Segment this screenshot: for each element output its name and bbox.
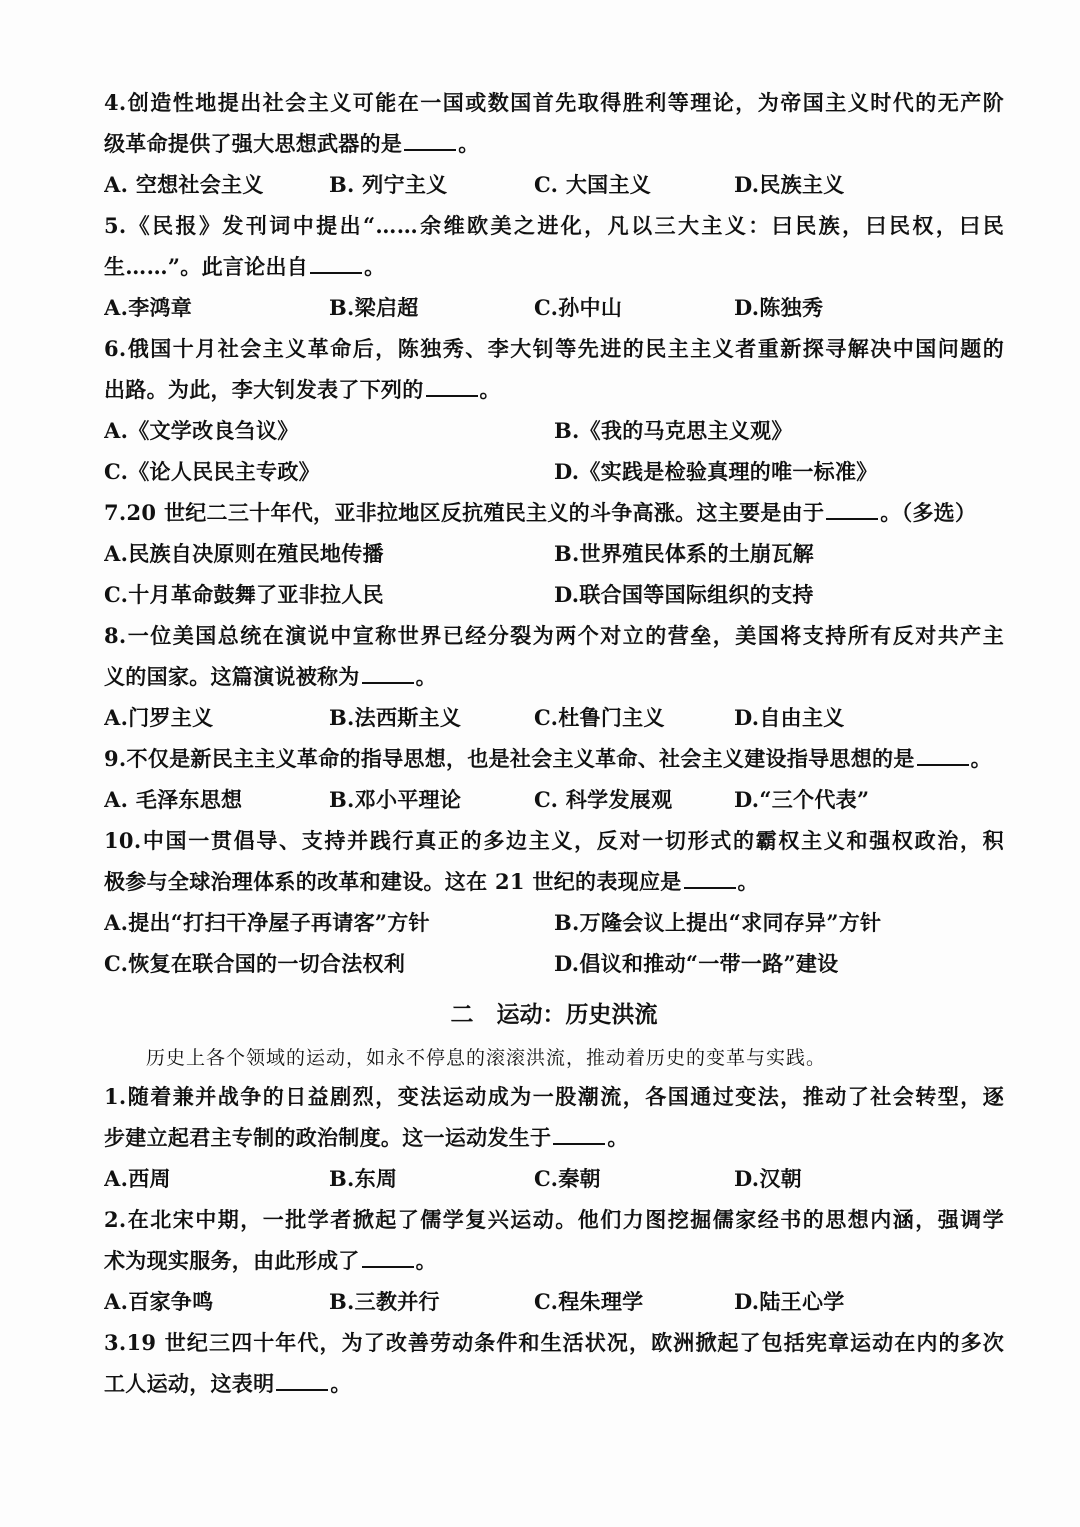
answer-blank[interactable]	[684, 865, 736, 889]
question-text-line	[104, 492, 1004, 533]
option-choice[interactable]: A.门罗主义	[104, 705, 214, 730]
option-choice[interactable]: A. 毛泽东思想	[104, 787, 243, 812]
question-text-line	[104, 615, 1004, 656]
option-choice[interactable]: C.秦朝	[534, 1166, 601, 1191]
option-choice[interactable]: A.提出“打扫干净屋子再请客”方针	[104, 910, 430, 935]
question-text: 1.随着兼并战争的日益剧烈，变法运动成为一股潮流，各国通过变法，推动了社会转型，逐	[104, 1084, 1004, 1109]
option-choice[interactable]: C.程朱理学	[534, 1289, 644, 1314]
options-row	[104, 943, 1004, 984]
question-block	[104, 738, 1004, 820]
question-text-line	[104, 1076, 1004, 1117]
options-row	[104, 902, 1004, 943]
question-text: 级革命提供了强大思想武器的是	[104, 131, 403, 156]
question-text: 10.中国一贯倡导、支持并践行真正的多边主义，反对一切形式的霸权主义和强权政治，积	[104, 828, 1004, 853]
section-two-title: 二 运动：历史洪流	[450, 1001, 658, 1028]
question-block	[104, 82, 1004, 205]
options-row	[104, 287, 1004, 328]
answer-blank[interactable]	[826, 496, 878, 520]
option-choice[interactable]: D.民族主义	[734, 172, 845, 197]
answer-blank[interactable]	[404, 127, 456, 151]
question-text-line	[104, 82, 1004, 123]
option-choice[interactable]: D.陈独秀	[734, 295, 824, 320]
option-choice[interactable]: D.《实践是检验真理的唯一标准》	[554, 459, 878, 484]
options-row	[104, 574, 1004, 615]
question-text: 4.创造性地提出社会主义可能在一国或数国首先取得胜利等理论，为帝国主义时代的无产阶	[104, 90, 1004, 115]
question-text-line	[104, 328, 1004, 369]
question-text: 极参与全球治理体系的改革和建设。这在 21 世纪的表现应是	[104, 869, 682, 894]
option-choice[interactable]: D.倡议和推动“一带一路”建设	[554, 951, 839, 976]
option-choice[interactable]: D.汉朝	[734, 1166, 802, 1191]
question-text: 3.19 世纪三四十年代，为了改善劳动条件和生活状况，欧洲掀起了包括宪章运动在内的多次	[104, 1330, 1004, 1355]
question-text-line	[104, 1363, 1004, 1404]
question-text-line	[104, 205, 1004, 246]
options-row	[104, 779, 1004, 820]
question-text: 9.不仅是新民主主义革命的指导思想，也是社会主义革命、社会主义建设指导思想的是	[104, 746, 915, 771]
option-choice[interactable]: D.陆王心学	[734, 1289, 845, 1314]
option-choice[interactable]: A.百家争鸣	[104, 1289, 214, 1314]
options-row	[104, 697, 1004, 738]
options-row	[104, 164, 1004, 205]
answer-blank[interactable]	[426, 373, 478, 397]
option-choice[interactable]: D.联合国等国际组织的支持	[554, 582, 814, 607]
question-block	[104, 615, 1004, 738]
question-block	[104, 1076, 1004, 1199]
answer-blank[interactable]	[362, 1244, 414, 1268]
option-choice[interactable]: B.世界殖民体系的土崩瓦解	[554, 541, 814, 566]
options-row	[104, 1158, 1004, 1199]
question-suffix: 。	[364, 254, 386, 279]
options-row	[104, 1281, 1004, 1322]
question-text: 5.《民报》发刊词中提出“……余维欧美之进化，凡以三大主义：曰民族，曰民权，曰民	[104, 213, 1004, 238]
question-text-line	[104, 861, 1004, 902]
option-choice[interactable]: B.《我的马克思主义观》	[554, 418, 793, 443]
option-choice[interactable]: C.孙中山	[534, 295, 623, 320]
question-suffix: 。	[330, 1371, 352, 1396]
answer-blank[interactable]	[362, 660, 414, 684]
question-suffix: 。（多选）	[880, 500, 977, 525]
question-text: 2.在北宋中期，一批学者掀起了儒学复兴运动。他们力图挖掘儒家经书的思想内涵，强调学	[104, 1207, 1004, 1232]
option-choice[interactable]: B.三教并行	[329, 1289, 440, 1314]
question-suffix: 。	[479, 377, 501, 402]
question-text: 术为现实服务，由此形成了	[104, 1248, 360, 1273]
section-one-questions	[104, 82, 1004, 984]
question-block	[104, 1199, 1004, 1322]
options-row	[104, 451, 1004, 492]
answer-blank[interactable]	[310, 250, 362, 274]
question-text-line	[104, 820, 1004, 861]
question-text-line	[104, 1240, 1004, 1281]
answer-blank[interactable]	[917, 742, 969, 766]
option-choice[interactable]: B.邓小平理论	[329, 787, 462, 812]
option-choice[interactable]: B.万隆会议上提出“求同存异”方针	[554, 910, 882, 935]
option-choice[interactable]: B.东周	[329, 1166, 398, 1191]
question-block	[104, 820, 1004, 984]
option-choice[interactable]: D.“三个代表”	[734, 787, 870, 812]
option-choice[interactable]: B. 列宁主义	[329, 172, 448, 197]
question-suffix: 。	[607, 1125, 629, 1150]
question-text: 8.一位美国总统在演说中宣称世界已经分裂为两个对立的营垒，美国将支持所有反对共产主	[104, 623, 1004, 648]
question-text: 义的国家。这篇演说被称为	[104, 664, 360, 689]
question-text: 步建立起君主专制的政治制度。这一运动发生于	[104, 1125, 552, 1150]
question-text-line	[104, 369, 1004, 410]
option-choice[interactable]: C.杜鲁门主义	[534, 705, 665, 730]
option-choice[interactable]: C. 大国主义	[534, 172, 652, 197]
question-text-line	[104, 656, 1004, 697]
option-choice[interactable]: A. 空想社会主义	[104, 172, 264, 197]
question-text-line	[104, 1322, 1004, 1363]
options-row	[104, 410, 1004, 451]
question-text: 出路。为此，李大钊发表了下列的	[104, 377, 424, 402]
question-suffix: 。	[415, 664, 437, 689]
question-suffix: 。	[415, 1248, 437, 1273]
option-choice[interactable]: B.法西斯主义	[329, 705, 462, 730]
question-text: 工人运动，这表明	[104, 1371, 275, 1396]
option-choice[interactable]: B.梁启超	[329, 295, 419, 320]
question-text: 6.俄国十月社会主义革命后，陈独秀、李大钊等先进的民主主义者重新探寻解决中国问题的	[104, 336, 1004, 361]
question-block	[104, 1322, 1004, 1404]
section-two-questions	[104, 1076, 1004, 1404]
option-choice[interactable]: A.《文学改良刍议》	[104, 418, 299, 443]
question-block	[104, 205, 1004, 328]
question-suffix: 。	[458, 131, 480, 156]
option-choice[interactable]: C. 科学发展观	[534, 787, 673, 812]
question-suffix: 。	[970, 746, 992, 771]
question-block	[104, 328, 1004, 492]
option-choice[interactable]: C.十月革命鼓舞了亚非拉人民	[104, 582, 384, 607]
question-text-line	[104, 246, 1004, 287]
question-suffix: 。	[737, 869, 759, 894]
question-block	[104, 492, 1004, 615]
question-text-line	[104, 738, 1004, 779]
option-choice[interactable]: D.自由主义	[734, 705, 845, 730]
answer-blank[interactable]	[276, 1367, 328, 1391]
option-choice[interactable]: A.西周	[104, 1166, 171, 1191]
section-two-intro: 历史上各个领域的运动，如永不停息的滚滚洪流，推动着历史的变革与实践。	[146, 1047, 827, 1069]
options-row	[104, 533, 1004, 574]
question-text-line	[104, 123, 1004, 164]
option-choice[interactable]: A.李鸿章	[104, 295, 193, 320]
question-text: 生……”。此言论出自	[104, 254, 309, 279]
answer-blank[interactable]	[553, 1121, 605, 1145]
question-text-line	[104, 1199, 1004, 1240]
option-choice[interactable]: C.《论人民民主专政》	[104, 459, 320, 484]
option-choice[interactable]: A.民族自决原则在殖民地传播	[104, 541, 384, 566]
question-text: 7.20 世纪二三十年代，亚非拉地区反抗殖民主义的斗争高涨。这主要是由于	[104, 500, 825, 525]
exam-content	[104, 82, 1004, 1404]
question-text-line	[104, 1117, 1004, 1158]
option-choice[interactable]: C.恢复在联合国的一切合法权利	[104, 951, 406, 976]
